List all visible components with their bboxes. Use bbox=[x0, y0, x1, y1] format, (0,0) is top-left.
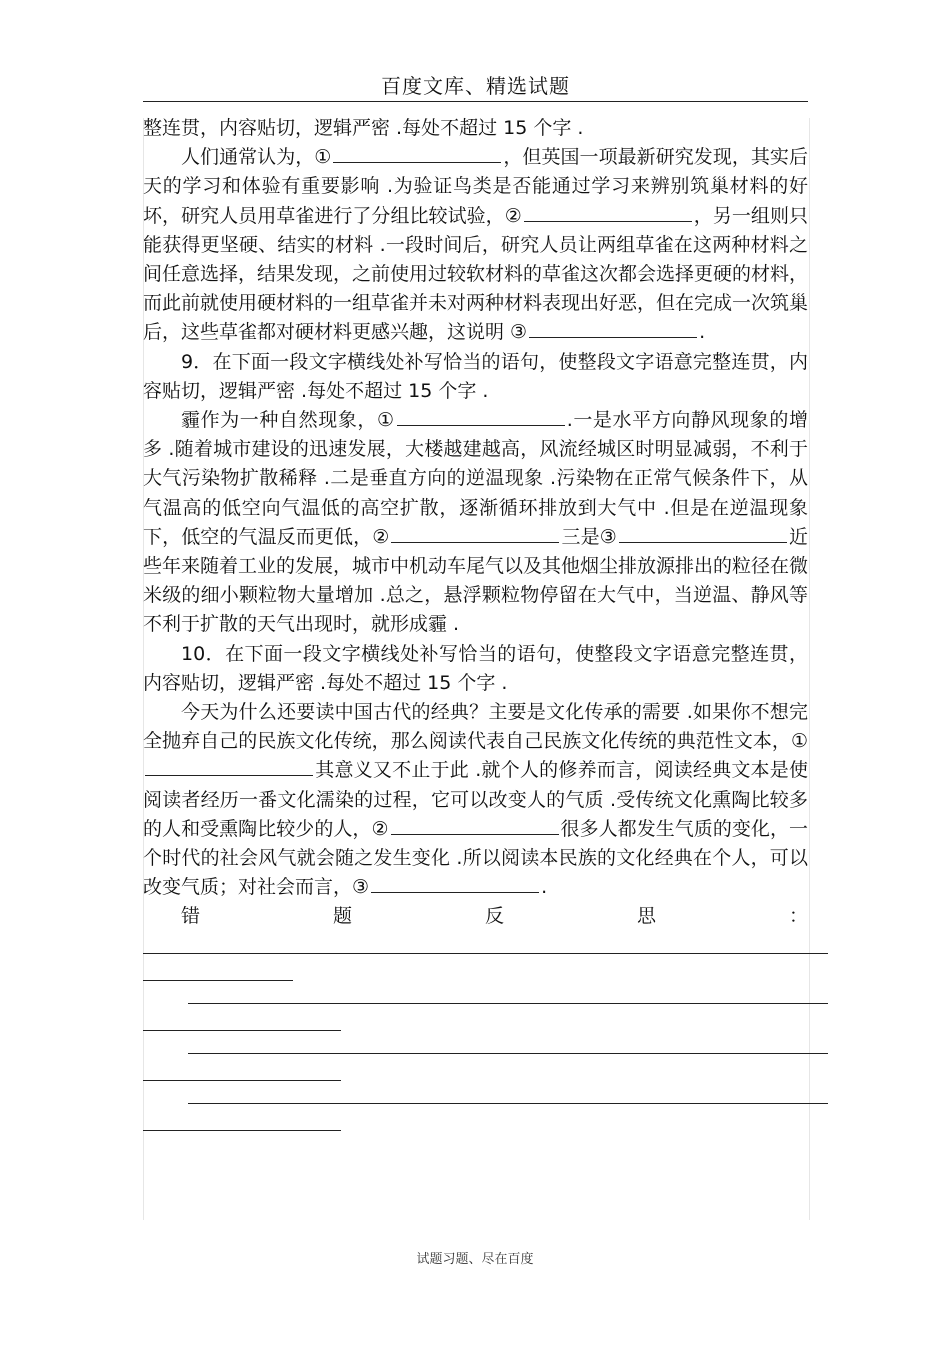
reflection-line-1-tail[interactable] bbox=[143, 980, 293, 981]
q10-stem: 10．在下面一段文字横线处补写恰当的语句，使整段文字语意完整连贯，内容贴切，逻辑严密 .每处不超过 15 个字 . bbox=[143, 642, 808, 694]
q9-passage: 霾作为一种自然现象，① .一是水平方向静风现象的增多 .随着城市建设的迅速发展，大楼越建越高，风流经城区时明显减弱，不利于大气污染物扩散稀释 .二是垂直方向的逆温现象 .污染物在正常气候条件下，从气温高的低空向气温低的高空扩散，逐渐循环排放到大气中 .但是在逆温现象下，低空的气温反而更低，② 三是③ 近些年来随着工业的发展，城市中机动车尾气以及其他烟尘排放源排出的粒径在微米级的细小颗粒物大量增加 .总之，悬浮颗粒物停留在大气中，当逆温、静风等不利于扩散的天气出现时，就形成霾 . bbox=[143, 406, 808, 640]
header-divider bbox=[143, 101, 808, 102]
answer-blank-q8-1[interactable] bbox=[333, 143, 501, 163]
reflection-line-3[interactable] bbox=[188, 1053, 828, 1054]
answer-blank-q9-3[interactable] bbox=[619, 523, 787, 543]
reflection-line-4-tail[interactable] bbox=[143, 1130, 341, 1131]
answer-blank-q9-2[interactable] bbox=[391, 523, 559, 543]
answer-blank-q9-1[interactable] bbox=[397, 406, 565, 426]
reflection-line-2[interactable] bbox=[188, 1003, 828, 1004]
q9-stem: 9．在下面一段文字横线处补写恰当的语句，使整段文字语意完整连贯，内容贴切，逻辑严密 .每处不超过 15 个字 . bbox=[143, 350, 808, 402]
answer-blank-q10-3[interactable] bbox=[371, 873, 539, 893]
q8-instruction-cont: 整连贯，内容贴切，逻辑严密 .每处不超过 15 个字 . bbox=[143, 117, 584, 139]
answer-blank-q8-2[interactable] bbox=[524, 202, 692, 222]
page-footer: 试题习题、尽在百度 bbox=[416, 1252, 534, 1267]
reflection-line-1[interactable] bbox=[143, 953, 828, 954]
reflection-heading: 错 题 反 思 ： bbox=[181, 905, 808, 928]
answer-blank-q10-2[interactable] bbox=[391, 815, 559, 835]
reflection-line-2-tail[interactable] bbox=[143, 1030, 341, 1031]
page-header: 百度文库、精选试题 bbox=[381, 74, 570, 98]
answer-blank-q8-3[interactable] bbox=[529, 318, 697, 338]
document-body bbox=[143, 114, 808, 1131]
q8-passage: 人们通常认为，① ，但英国一项最新研究发现，其实后天的学习和体验有重要影响 .为验证鸟类是否能通过学习来辨别筑巢材料的好坏，研究人员用草雀进行了分组比较试验，② ，另一组则只能获得更坚硬、结实的材料 .一段时间后，研究人员让两组草雀在这两种材料之间任意选择，结果发现，之前使用过较软材料的草雀这次都会选择更硬的材料，而此前就使用硬材料的一组草雀并未对两种材料表现出好恶，但在完成一次筑巢后，这些草雀都对硬材料更感兴趣，这说明 ③ . bbox=[143, 143, 808, 347]
q10-passage: 今天为什么还要读中国古代的经典？主要是文化传承的需要 .如果你不想完全抛弃自己的民族文化传统，那么阅读代表自己民族文化传统的典范性文本，①其意义又不止于此 .就个人的修养而言，阅读经典文本是使阅读者经历一番文化濡染的过程，它可以改变人的气质 .受传统文化熏陶比较多的人和受熏陶比较少的人，② 很多人都发生气质的变化，一个时代的社会风气就会随之发生变化 .所以阅读本民族的文化经典在个人，可以改变气质；对社会而言，③ . bbox=[143, 701, 808, 899]
reflection-line-3-tail[interactable] bbox=[143, 1080, 341, 1081]
answer-blank-q10-1[interactable] bbox=[145, 756, 313, 776]
reflection-line-4[interactable] bbox=[188, 1103, 828, 1104]
